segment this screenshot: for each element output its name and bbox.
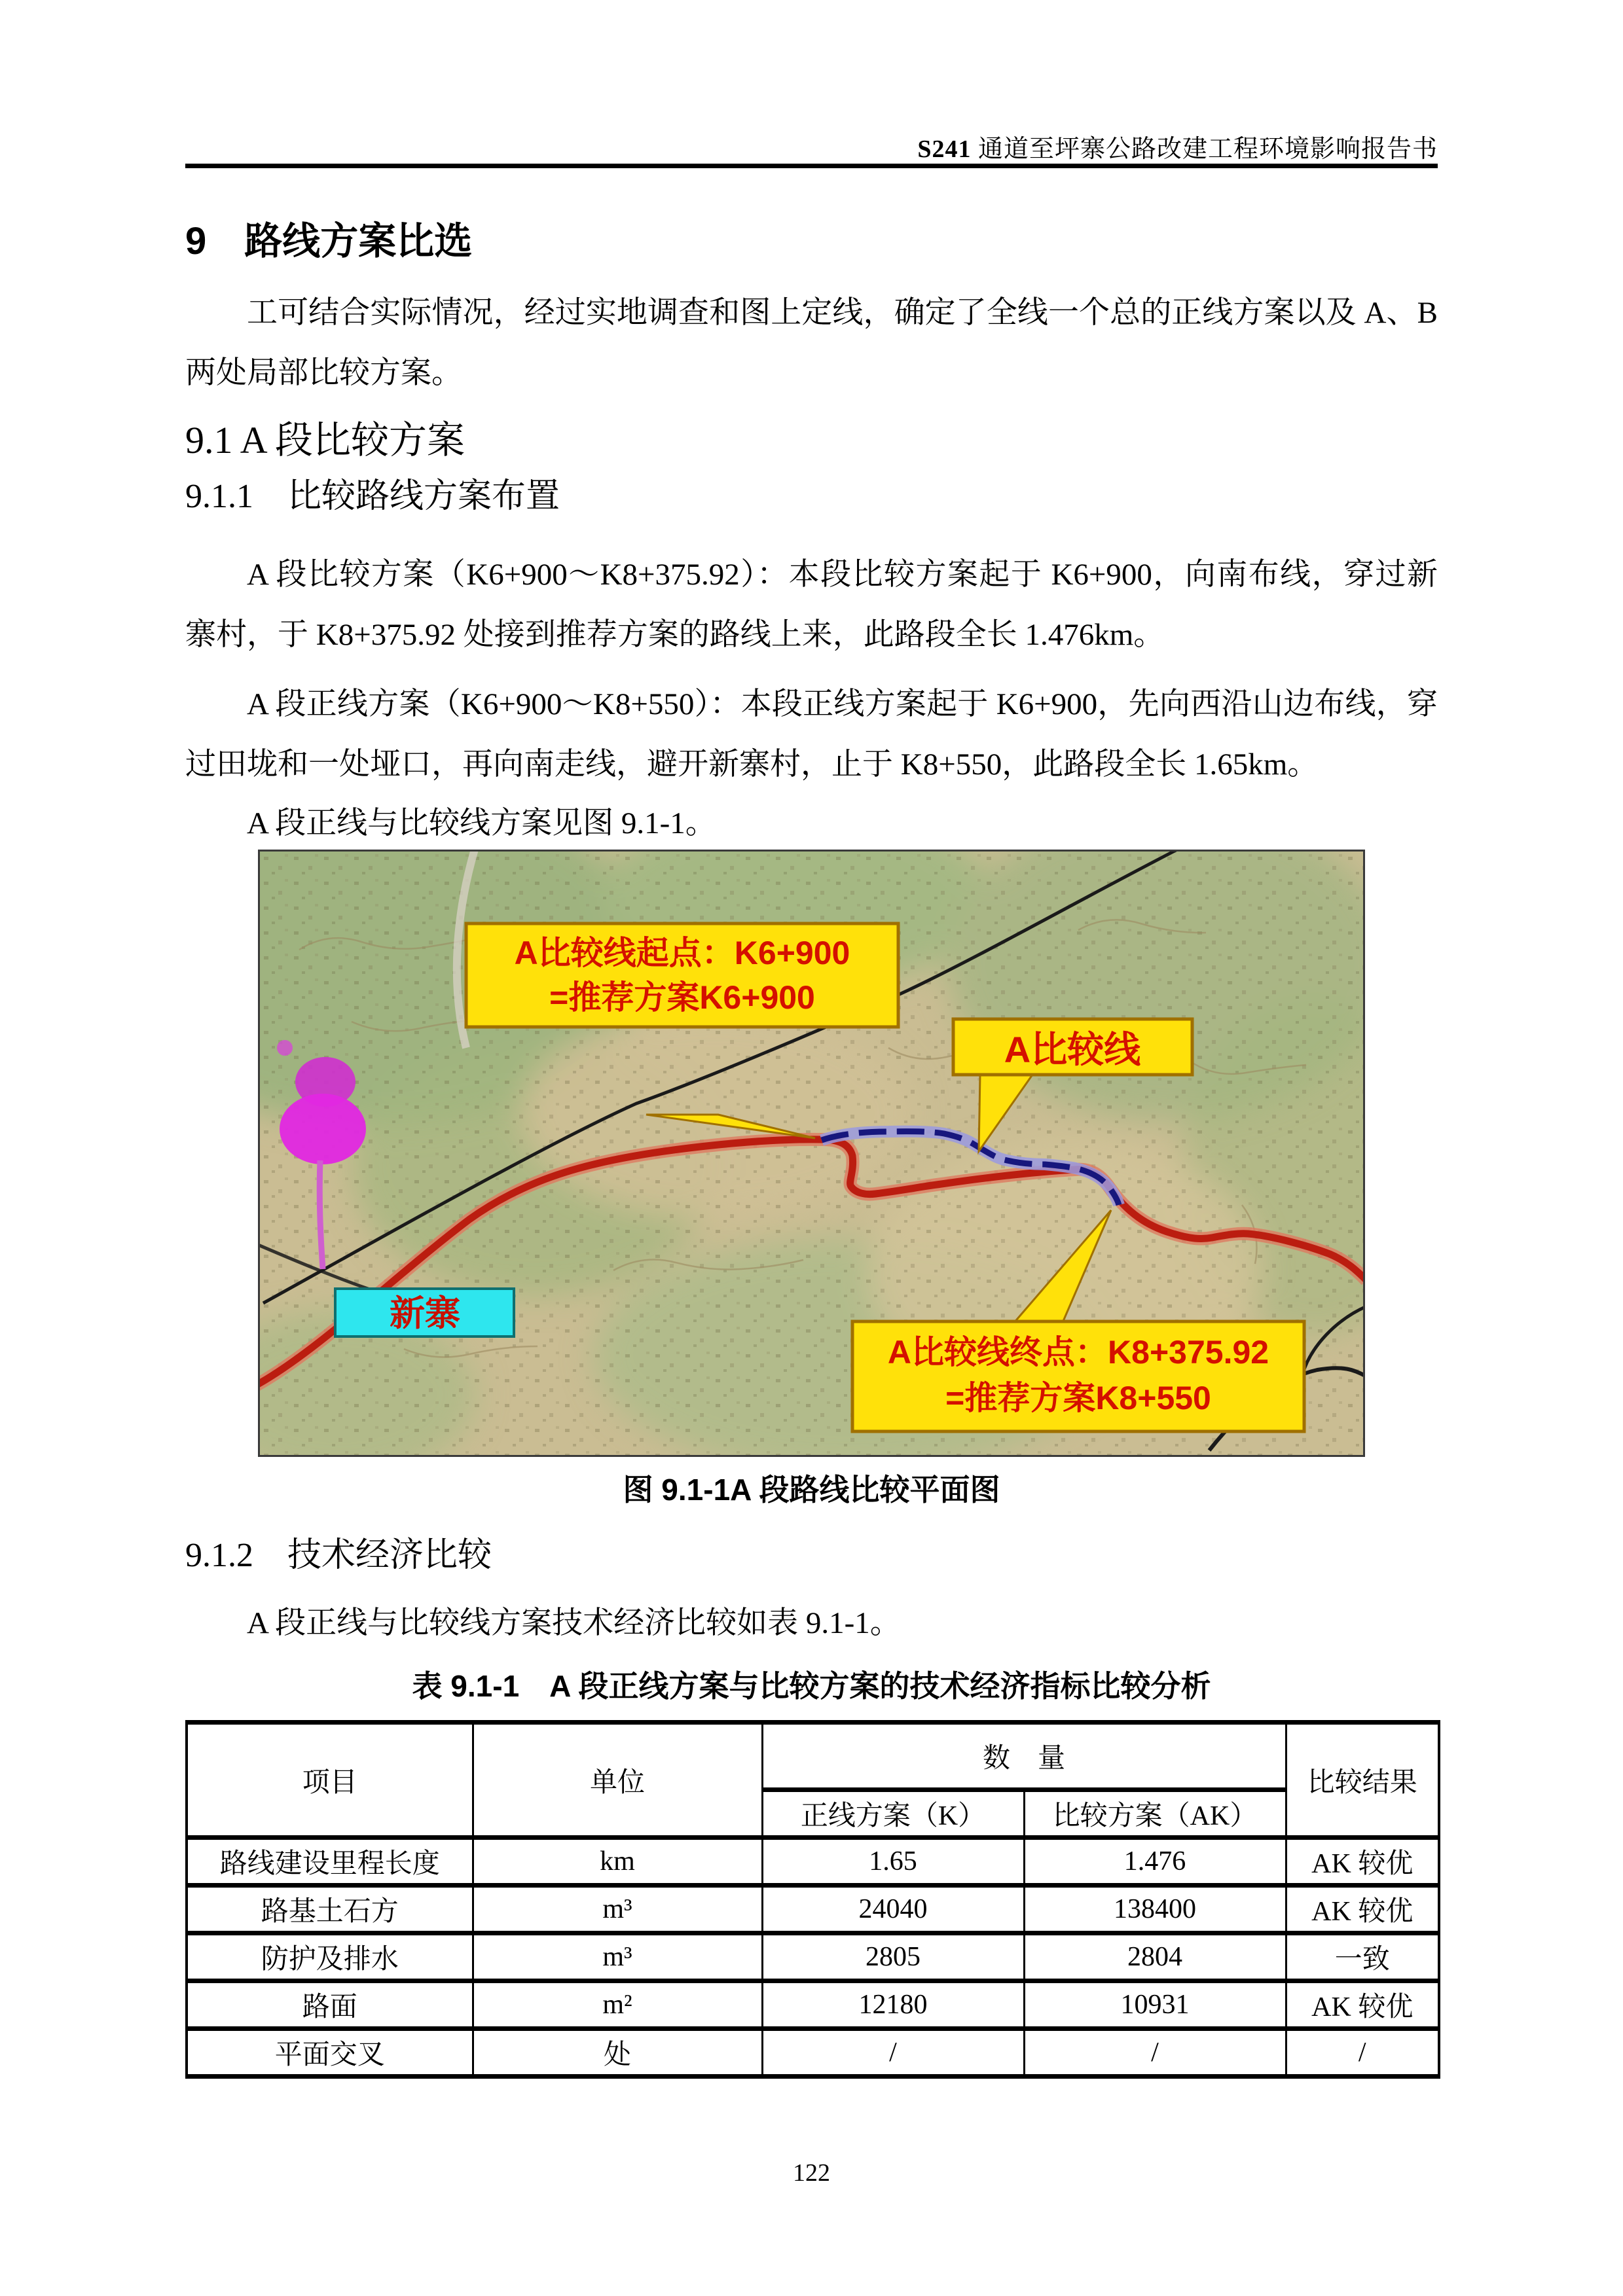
cell-result: AK 较优 <box>1286 1838 1439 1886</box>
table-row <box>187 1933 1439 1981</box>
cell-k: 24040 <box>762 1886 1024 1933</box>
callout-start-line1: A比较线起点：K6+900 <box>514 935 850 971</box>
heading-9-1: 9.1 A 段比较方案 <box>185 419 465 461</box>
callout-start-line2: =推荐方案K6+900 <box>549 979 815 1016</box>
para-intro: 工可结合实际情况，经过实地调查和图上定线，确定了全线一个总的正线方案以及 A、B 两处局部比较方案。 <box>185 296 1438 390</box>
callout-end-line2: =推荐方案K8+550 <box>945 1380 1211 1416</box>
callout-start <box>466 924 898 1027</box>
cell-ak: 2804 <box>1024 1933 1286 1981</box>
cell-unit: m³ <box>473 1933 762 1981</box>
cell-result: AK 较优 <box>1286 1981 1439 2029</box>
page-content <box>185 0 1438 2079</box>
cell-item: 路面 <box>187 1981 473 2029</box>
doc-header-title-rest: 通道至坪寨公路改建工程环境影响报告书 <box>971 135 1438 163</box>
cell-result: AK 较优 <box>1286 1886 1439 1933</box>
doc-header-title-prefix: S241 <box>917 135 972 163</box>
cell-unit: m² <box>473 1981 762 2029</box>
route-map-canvas <box>260 852 1363 1455</box>
table-row <box>187 1981 1439 2029</box>
col-header-unit: 单位 <box>473 1723 762 1838</box>
cell-result: / <box>1286 2029 1439 2077</box>
village-label-text: 新寨 <box>390 1294 460 1333</box>
table-title: 表 9.1-1 A 段正线方案与比较方案的技术经济指标比较分析 <box>412 1669 1211 1703</box>
cell-result: 一致 <box>1286 1933 1439 1981</box>
cell-k: / <box>762 2029 1024 2077</box>
route-map-figure <box>185 850 1438 1508</box>
comparison-table <box>185 1720 1440 2079</box>
heading-9-1-2: 9.1.2 技术经济比较 <box>185 1537 492 1574</box>
table-row <box>187 2029 1439 2077</box>
para-table-ref: A 段正线与比较线方案技术经济比较如表 9.1-1。 <box>247 1606 901 1640</box>
heading-9: 9 路线方案比选 <box>185 220 473 262</box>
callout-end-line1: A比较线终点：K8+375.92 <box>887 1334 1269 1371</box>
callout-compare-line <box>953 1019 1192 1075</box>
cell-unit: km <box>473 1838 762 1886</box>
village-label <box>335 1289 514 1336</box>
col-header-result: 比较结果 <box>1286 1723 1439 1838</box>
col-header-item: 项目 <box>187 1723 473 1838</box>
para-main-line: A 段正线方案（K6+900～K8+550）：本段正线方案起于 K6+900，先向西沿山边布线，穿过田垅和一处垭口，再向南走线，避开新寨村，止于 K8+550，此路段全长 1.65km。 <box>185 687 1438 781</box>
route-map <box>258 850 1365 1457</box>
cell-k: 2805 <box>762 1933 1024 1981</box>
para-see-figure: A 段正线与比较线方案见图 9.1-1。 <box>247 806 716 840</box>
cell-item: 路基土石方 <box>187 1886 473 1933</box>
cell-ak: 10931 <box>1024 1981 1286 2029</box>
cell-item: 路线建设里程长度 <box>187 1838 473 1886</box>
table-row <box>187 1838 1439 1886</box>
cell-ak: 138400 <box>1024 1886 1286 1933</box>
table-header-row-1 <box>187 1723 1439 1790</box>
cell-ak: 1.476 <box>1024 1838 1286 1886</box>
page-number: 122 <box>793 2159 830 2187</box>
col-header-k: 正线方案（K） <box>762 1790 1024 1838</box>
cell-item: 防护及排水 <box>187 1933 473 1981</box>
figure-caption: 图 9.1-1A 段路线比较平面图 <box>623 1473 1000 1507</box>
cell-item: 平面交叉 <box>187 2029 473 2077</box>
cell-k: 12180 <box>762 1981 1024 2029</box>
col-header-ak: 比较方案（AK） <box>1024 1790 1286 1838</box>
heading-9-1-1: 9.1.1 比较路线方案布置 <box>185 478 560 515</box>
col-header-quantity: 数 量 <box>762 1723 1286 1790</box>
cell-unit: 处 <box>473 2029 762 2077</box>
callout-end <box>852 1321 1304 1431</box>
cell-ak: / <box>1024 2029 1286 2077</box>
para-compare-line: A 段比较方案（K6+900～K8+375.92）：本段比较方案起于 K6+900，向南布线，穿过新寨村，于 K8+375.92 处接到推荐方案的路线上来，此路段全长 1.476km。 <box>185 558 1438 652</box>
callout-compare-line-text: A比较线 <box>1004 1029 1141 1070</box>
table-row <box>187 1886 1439 1933</box>
cell-unit: m³ <box>473 1886 762 1933</box>
cell-k: 1.65 <box>762 1838 1024 1886</box>
